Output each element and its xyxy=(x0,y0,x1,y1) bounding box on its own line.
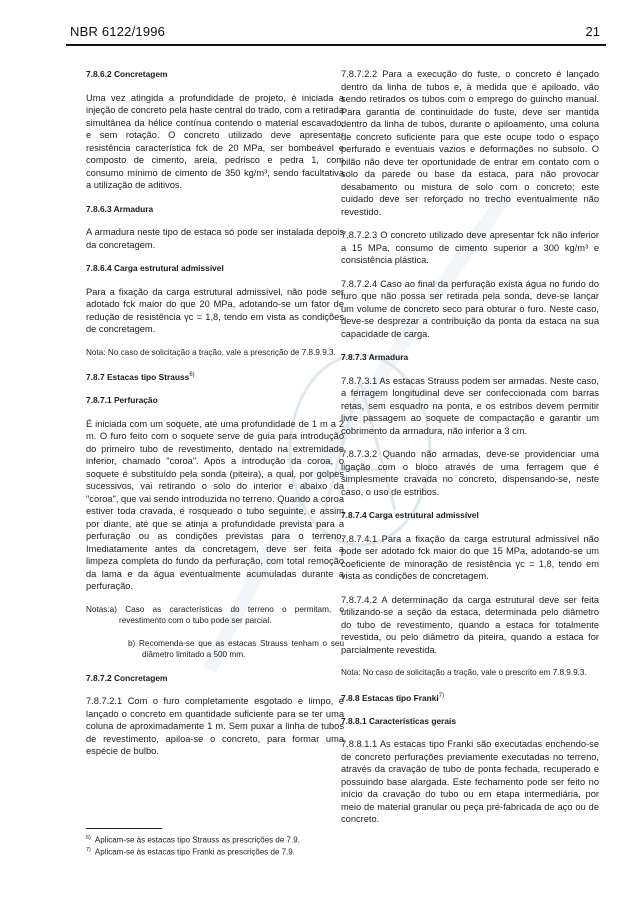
standard-number: NBR 6122/1996 xyxy=(70,24,166,39)
section-heading: 7.8.7.3 Armadura xyxy=(341,352,409,362)
paragraph: 7.8.7.2.3 O concreto utilizado deve apresentar fck não inferior a 15 MPa, consumo de cimento superior a 300 kg/m³ e consistência plástica. xyxy=(341,230,599,265)
paragraph: 7.8.7.2.1 Com o furo completamente esgotado e limpo, é lançado o concreto em quantidade suficiente para se ter uma coluna de aproximadamente 1 m. Sem puxar a linha de tubos de revestimento, apiloa-se o concreto, para formar uma espécie de bulbo. xyxy=(86,696,344,757)
footnote-ref: 7) xyxy=(438,692,445,699)
footnote xyxy=(86,833,346,846)
section-heading: 7.8.8.1 Características gerais xyxy=(341,715,457,726)
footnote-rule xyxy=(86,828,162,829)
note: Nota: No caso de solicitação a tração, vale o prescrito em 7.8.9.9.3. xyxy=(341,668,587,677)
heading-text: 7.8.7 Estacas tipo Strauss xyxy=(86,371,190,382)
paragraph: 7.8.7.3.2 Quando não armadas, deve-se providenciar uma ligação com o bloco através de uma ferragem que é simplesmente cravada no concreto, dispensando-se, neste caso, o uso de estribos. xyxy=(341,449,599,497)
left-column xyxy=(86,68,344,769)
footnote xyxy=(86,845,346,858)
paragraph: Uma vez atingida a profundidade de projeto, é iniciada a injeção de concreto pela haste central do trado, com a retirada simultânea da hélice contínua contendo o material escavado, e sem rotação. O concreto utilizado deve apresentar resistência característica fck de 20 MPa, ser bombeável e composto de cimento, areia, pedrisco e pedra 1, com consumo mínimo de cimento de 350 kg/m³, sendo facultativa a utilização de aditivos. xyxy=(86,92,344,190)
section-heading: 7.8.6.3 Armadura xyxy=(86,203,154,214)
paragraph: 7.8.7.2.2 Para a execução do fuste, o concreto é lançado dentro da linha de tubos e, à medida que é apiloado, vão sendo retirados os tubos com o emprego do guincho manual. Para garantia de continuidade do fuste, deve ser mantida dentro da linha de tubos, durante o apiloamento, uma coluna de concreto suficiente para que este ocupe todo o espaço perfurado e eventuais vazios e deformações no subsolo. O pilão não deve ter oportunidade de entrar em contato com o solo da parede ou base da estaca, para não provocar desabamento ou mistura de solo com o concreto; este cuidado deve ser reforçado no trecho eventualmente não revestido. xyxy=(341,69,599,217)
footnote-mark: 6) xyxy=(86,835,91,841)
paragraph: 7.8.7.3.1 As estacas Strauss podem ser armadas. Neste caso, a ferragem longitudinal deve ser confeccionada com barras retas, sem esquadro na ponta, e os estribos devem permitir livre passagem ao soquete de compactação e garantir um cobrimento da armadura, não inferior a 3 cm. xyxy=(341,375,599,436)
footnote-ref: 6) xyxy=(189,372,195,378)
paragraph: 7.8.7.4.2 A determinação da carga estrutural deve ser feita utilizando-se a seção da estaca, determinada pelo diâmetro do tubo de revestimento, quando a estaca for totalmente revestida, ou pelo diâmetro da piteira, quando a estaca for parcialmente revestida. xyxy=(341,594,599,655)
heading-text: 7.8.8 Estacas tipo Franki xyxy=(341,692,439,703)
footnote-mark: 7) xyxy=(86,847,91,853)
header-rule xyxy=(66,44,606,46)
paragraph: Para a fixação da carga estrutural admissível, não pode ser adotado fck maior do que 20 MPa, adotando-se um fator de redução de resistência γc = 1,8, tendo em vista as condições de concretagem. xyxy=(86,286,344,334)
note: b) Recomenda-se que as estacas Strauss tenham o seu diâmetro limitado a 500 mm. xyxy=(128,638,344,660)
section-heading: 7.8.7.4 Carga estrutural admissível xyxy=(341,510,479,520)
section-heading: 7.8.7.1 Perfuração xyxy=(86,395,158,406)
paragraph: É iniciada com um soquete, até uma profundidade de 1 m a 2 m. O furo feito com o soquete serve de guia para introdução do primeiro tubo de revestimento, dentado na extremidade inferior, chamado "coroa". Após a introdução da coroa, o soquete é substituído pela sonda (piteira), a qual, por golpes sucessivos, vai retirando o solo do interior e abaixo da "coroa", que vai sendo introduzida no terreno. Quando a coroa estiver toda cravada, é rosqueado o tubo seguinte, e assim por diante, até que se atinja a profundidade prevista para a perfuração ou as condições previstas para o terreno. Imediatamente antes da concretagem, deve ser feita a limpeza completa do fundo da perfuração, com total remoção da lama e da água eventualmente acumuladas durante a perfuração. xyxy=(86,418,344,592)
paragraph: 7.8.7.4.1 Para a fixação da carga estrutural admissível não pode ser adotado fck maior do que 15 MPa, adotando-se um coeficiente de minoração de resistência γc = 1,8, tendo em vista as condições de concretagem. xyxy=(341,533,599,581)
footnote-text: Aplicam-se às estacas tipo Franki as prescrições de 7.9. xyxy=(94,847,295,857)
page-number: 21 xyxy=(585,24,600,39)
section-heading: 7.8.7.2 Concretagem xyxy=(86,672,168,683)
section-heading: 7.8.6.2 Concretagem xyxy=(86,69,168,79)
note: Nota: No caso de solicitação a tração, vale a prescrição de 7.8.9.9.3. xyxy=(86,347,336,357)
paragraph: 7.8.7.2.4 Caso ao final da perfuração exista água no fundo do furo que não possa ser retirada pela sonda, deve-se lançar um volume de concreto seco para obturar o furo. Neste caso, deve-se desprezar a contribuição da ponta da estaca na sua capacidade de carga. xyxy=(341,278,599,339)
footnote-text: Aplicam-se às estacas tipo Strauss as prescrições de 7.9. xyxy=(94,835,300,845)
section-heading xyxy=(86,369,344,383)
paragraph: 7.8.8.1.1 As estacas tipo Franki são executadas enchendo-se de concreto perfurações previamente executadas no terreno, através da cravação de tubo de ponta fechada, recuperado e possuindo base alargada. Este fechamento pode ser feito no início da cravação do tubo ou em etapa intermediária, por meio de material granular ou peça pré-fabricada de aço ou de concreto. xyxy=(341,739,599,825)
paragraph: A armadura neste tipo de estaca só pode ser instalada depois da concretagem. xyxy=(86,227,344,250)
section-heading: 7.8.6.4 Carga estrutural admissível xyxy=(86,263,224,273)
right-column xyxy=(341,68,599,837)
note: Notas:a) Caso as características do terreno o permitam, o revestimento com o tubo pode ser parcial. xyxy=(86,604,344,626)
section-heading xyxy=(341,690,599,704)
